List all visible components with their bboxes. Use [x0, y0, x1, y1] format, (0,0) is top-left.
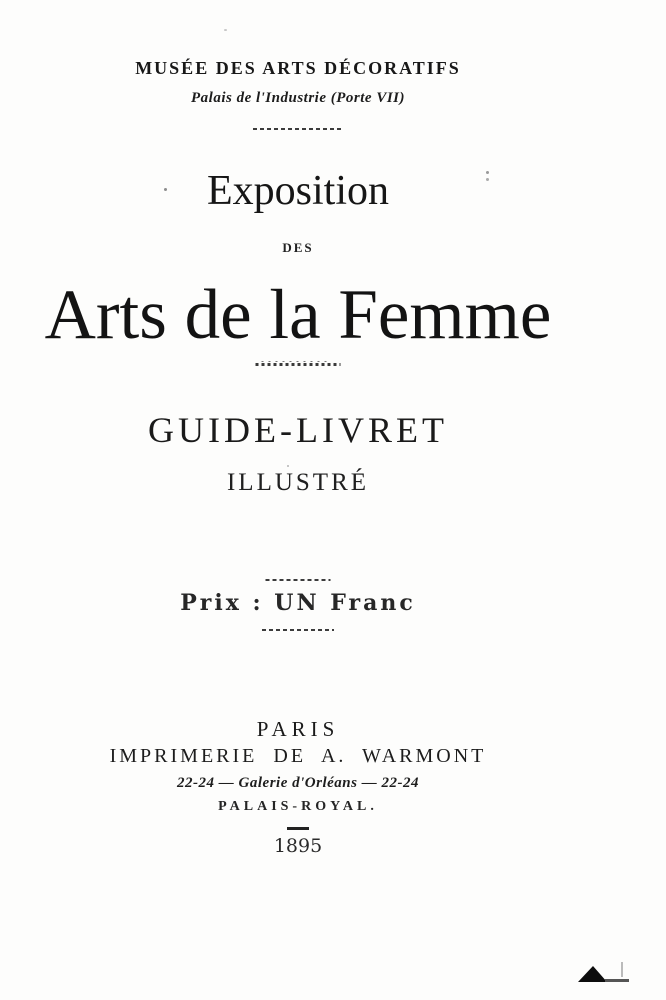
price-label: Prix : UN Franc — [180, 590, 416, 616]
title-line-des: DES — [282, 240, 314, 255]
header-dotted-rule — [253, 128, 343, 130]
imprint-city: PARIS — [256, 717, 340, 741]
imprint-printer: IMPRIMERIE DE A. WARMONT — [109, 745, 487, 767]
price-rule-bottom — [262, 629, 334, 631]
scan-speck — [164, 188, 167, 191]
title-wavy-rule — [256, 363, 341, 366]
imprint-address: 22-24 — Galerie d'Orléans — 22-24 — [177, 775, 419, 791]
scan-speck — [486, 171, 489, 174]
scan-speck — [486, 178, 489, 181]
title-line-exposition: Exposition — [206, 168, 389, 214]
title-line-main: Arts de la Femme — [44, 276, 552, 354]
printer-corner-mark-icon — [576, 960, 632, 984]
scan-speck — [224, 29, 227, 31]
scan-speck — [287, 465, 289, 467]
imprint-dash-rule — [287, 827, 309, 830]
subtitle-guide-livret: GUIDE-LIVRET — [148, 410, 448, 450]
imprint-year: 1895 — [273, 835, 323, 857]
museum-name: MUSÉE DES ARTS DÉCORATIFS — [135, 58, 461, 78]
imprint-district: PALAIS-ROYAL. — [218, 799, 378, 814]
price-rule-top — [266, 579, 331, 581]
museum-location: Palais de l'Industrie (Porte VII) — [190, 90, 405, 106]
subtitle-illustre: ILLUSTRÉ — [226, 469, 370, 496]
